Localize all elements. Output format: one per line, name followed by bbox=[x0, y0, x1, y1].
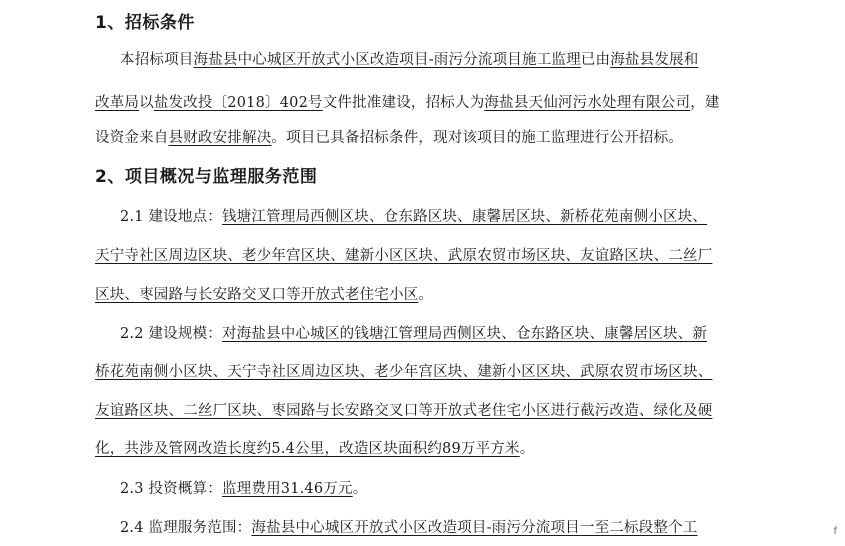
text: 本招标项目 bbox=[120, 52, 194, 68]
margin-mark: f bbox=[833, 526, 837, 537]
project-name: 海盐县中心城区开放式小区改造项目-雨污分流项目施工监理 bbox=[193, 52, 581, 68]
section-1-paragraph-line-3 bbox=[95, 126, 683, 147]
item-label: 2.3 投资概算： bbox=[120, 481, 222, 497]
item-2-2-line-1 bbox=[120, 322, 707, 343]
item-label: 2.1 建设地点： bbox=[120, 209, 222, 225]
approver-name-cont: 改革局 bbox=[95, 95, 140, 111]
construction-scale-cont: 化，共涉及管网改造长度约5.4公里，改造区块面积约89万平方米 bbox=[95, 441, 520, 457]
construction-scale-cont: 友谊路区块、二丝厂区块、枣园路与长安路交叉口等开放式老住宅小区进行截污改造、绿化及硬 bbox=[95, 403, 713, 419]
text: ，建 bbox=[690, 95, 720, 111]
section-1-heading: 1、招标条件 bbox=[95, 13, 195, 33]
text: 文件批准建设，招标人为 bbox=[322, 95, 485, 111]
construction-scale: 对海盐县中心城区的钱塘江管理局西侧区块、仓东路区块、康馨居区块、新 bbox=[221, 326, 708, 342]
item-2-2-line-2 bbox=[95, 360, 712, 381]
text: 已由 bbox=[580, 52, 611, 68]
construction-scale-cont: 桥花苑南侧小区块、天宁寺社区周边区块、老少年宫区块、建新小区区块、武原农贸市场区块、 bbox=[95, 364, 713, 380]
section-1-paragraph-line-1 bbox=[120, 48, 698, 69]
text: 。 bbox=[418, 287, 434, 303]
item-2-2-line-3 bbox=[95, 399, 712, 420]
text: 以 bbox=[139, 95, 154, 111]
item-2-1-line-1 bbox=[120, 205, 707, 226]
section-2-heading: 2、项目概况与监理服务范围 bbox=[95, 167, 318, 187]
construction-location-cont: 区块、枣园路与长安路交叉口等开放式老住宅小区 bbox=[95, 287, 419, 303]
construction-location: 钱塘江管理局西侧区块、仓东路区块、康馨居区块、新桥花苑南侧小区块、 bbox=[221, 209, 708, 225]
item-2-1-line-3 bbox=[95, 283, 433, 304]
item-2-3 bbox=[120, 477, 367, 498]
item-2-2-line-4 bbox=[95, 437, 534, 458]
text: 设资金来自 bbox=[95, 130, 169, 146]
supervision-scope: 海盐县中心城区开放式小区改造项目-雨污分流项目一至二标段整个工 bbox=[251, 520, 698, 536]
text: 。项目已具备招标条件，现对该项目的施工监理进行公开招标。 bbox=[271, 130, 684, 146]
section-1-paragraph-line-2 bbox=[95, 91, 720, 112]
approver-name: 海盐县发展和 bbox=[610, 52, 699, 68]
item-label: 2.4 监理服务范围： bbox=[120, 520, 252, 536]
item-2-1-line-2 bbox=[95, 244, 712, 265]
text: 。 bbox=[519, 441, 535, 457]
funding-source: 县财政安排解决 bbox=[168, 130, 272, 146]
item-2-4-line-1 bbox=[120, 516, 697, 537]
approval-document-number: 盐发改投〔2018〕402号 bbox=[153, 95, 323, 111]
tenderer-name: 海盐县天仙河污水处理有限公司 bbox=[484, 95, 691, 111]
investment-estimate: 监理费用31.46万元 bbox=[221, 481, 353, 497]
construction-location-cont: 天宁寺社区周边区块、老少年宫区块、建新小区区块、武原农贸市场区块、友谊路区块、二丝厂 bbox=[95, 248, 713, 264]
item-label: 2.2 建设规模： bbox=[120, 326, 222, 342]
text: 。 bbox=[352, 481, 368, 497]
